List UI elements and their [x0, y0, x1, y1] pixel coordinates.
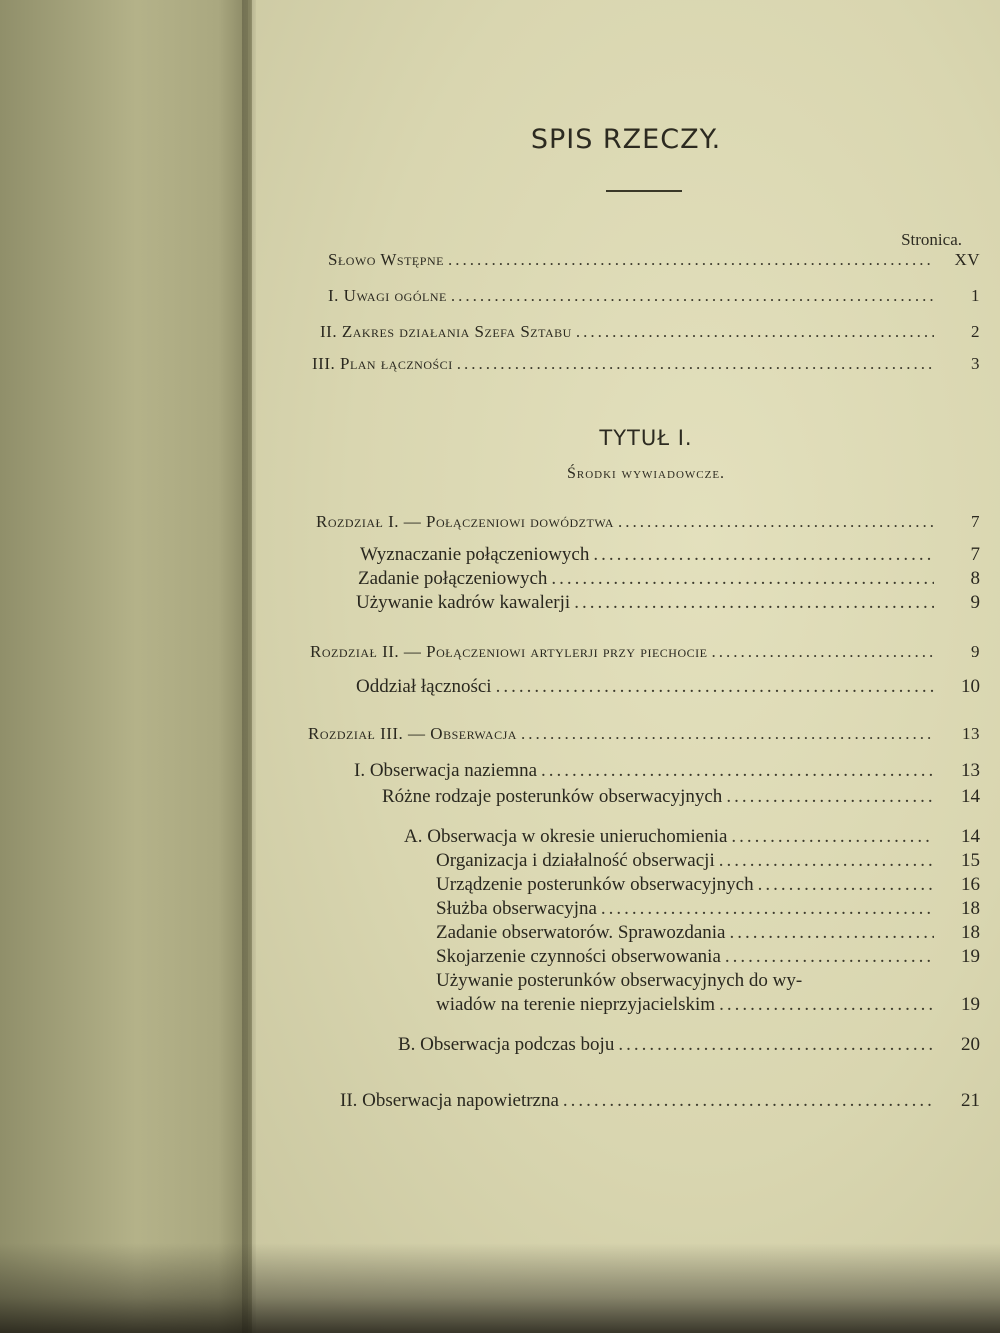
- toc-entry: [356, 676, 980, 698]
- dot-leader: [448, 250, 934, 270]
- dot-leader: [457, 354, 934, 374]
- dot-leader: [618, 512, 934, 532]
- toc-entry-chapter-3: [308, 724, 980, 744]
- toc-entry-label: I. Uwagi ogólne: [328, 286, 447, 305]
- toc-entry-page: 13: [961, 760, 980, 781]
- book-gutter: [242, 0, 256, 1333]
- toc-entry-page: 10: [961, 676, 980, 697]
- toc-entry: [358, 568, 980, 590]
- toc-entry-label: Wyznaczanie połączeniowych: [360, 544, 590, 565]
- dot-leader: [758, 874, 934, 896]
- toc-entry-page: 2: [971, 322, 980, 341]
- toc-entry: [436, 970, 940, 992]
- toc-entry-page: 20: [961, 1034, 980, 1055]
- bottom-shadow: [0, 1243, 1000, 1333]
- toc-entry-label: B. Obserwacja podczas boju: [398, 1034, 615, 1055]
- toc-entry-chapter-1: [316, 512, 980, 532]
- dot-leader: [541, 760, 934, 782]
- toc-entry-label: A. Obserwacja w okresie unieruchomienia: [404, 826, 728, 847]
- dot-leader: [725, 946, 934, 968]
- toc-entry-page: 9: [971, 642, 980, 661]
- toc-entry: [398, 1034, 980, 1056]
- toc-entry: [340, 1090, 980, 1112]
- dot-leader: [731, 826, 934, 848]
- toc-entry-page: 8: [970, 568, 980, 589]
- toc-entry: [404, 826, 980, 848]
- toc-entry: [436, 994, 980, 1016]
- toc-entry: [356, 592, 980, 614]
- toc-entry-page: 14: [961, 826, 980, 847]
- toc-entry-label: Zadanie obserwatorów. Sprawozdania: [436, 922, 726, 943]
- toc-entry-label: Oddział łączności: [356, 676, 492, 697]
- toc-entry-label: Używanie posterunków obserwacyjnych do wy-: [436, 970, 803, 991]
- left-page: [0, 0, 248, 1333]
- toc-entry-page: 7: [971, 512, 980, 531]
- dot-leader: [576, 322, 934, 342]
- toc-entry-label: Organizacja i działalność obserwacji: [436, 850, 715, 871]
- part-subtitle: Środki wywiadowcze.: [566, 465, 726, 482]
- toc-entry-label: Rozdział II. — Połączeniowi artylerji przy piechocie: [310, 642, 708, 661]
- dot-leader: [711, 642, 934, 662]
- toc-entry-page: 15: [961, 850, 980, 871]
- toc-entry: [436, 946, 980, 968]
- toc-entry-label: Słowo Wstępne: [328, 250, 444, 269]
- toc-entry-label: Służba obserwacyjna: [436, 898, 597, 919]
- dot-leader: [719, 994, 934, 1016]
- page-title: SPIS RZECZY.: [530, 124, 722, 155]
- page-column-header: Stronica.: [901, 230, 962, 249]
- toc-entry-preface: [328, 250, 980, 270]
- part-title: TYTUŁ I.: [599, 426, 693, 450]
- toc-entry-label: II. Obserwacja napowietrzna: [340, 1090, 559, 1111]
- toc-entry-communication-plan: [312, 354, 980, 374]
- dot-leader: [451, 286, 934, 306]
- toc-entry-label: Skojarzenie czynności obserwowania: [436, 946, 721, 967]
- toc-entry-page: XV: [954, 250, 980, 269]
- toc-entry-chapter-2: [310, 642, 980, 662]
- toc-entry-general-remarks: [328, 286, 980, 306]
- toc-entry-page: 9: [970, 592, 980, 613]
- toc-entry-label: Rozdział I. — Połączeniowi dowództwa: [316, 512, 614, 531]
- toc-entry-page: 7: [970, 544, 980, 565]
- toc-entry-page: 13: [962, 724, 980, 743]
- toc-entry-label: Urządzenie posterunków obserwacyjnych: [436, 874, 754, 895]
- dot-leader: [496, 676, 934, 698]
- toc-entry: [436, 850, 980, 872]
- title-rule: [606, 190, 682, 192]
- dot-leader: [551, 568, 934, 590]
- toc-entry: [354, 760, 980, 782]
- toc-entry-page: 1: [971, 286, 980, 305]
- toc-entry-label: I. Obserwacja naziemna: [354, 760, 538, 781]
- dot-leader: [601, 898, 934, 920]
- toc-entry-label: Zadanie połączeniowych: [358, 568, 548, 589]
- toc-entry: [436, 922, 980, 944]
- toc-entry-label: III. Plan łączności: [312, 354, 453, 373]
- toc-entry-page: 21: [961, 1090, 980, 1111]
- toc-entry: [382, 786, 980, 808]
- toc-entry-label: Używanie kadrów kawalerji: [356, 592, 571, 613]
- right-page: [252, 0, 1000, 1333]
- toc-entry: [360, 544, 980, 566]
- dot-leader: [729, 922, 934, 944]
- toc-entry-page: 14: [961, 786, 980, 807]
- toc-entry-page: 18: [961, 898, 980, 919]
- toc-entry-label: Różne rodzaje posterunków obserwacyjnych: [382, 786, 723, 807]
- dot-leader: [618, 1034, 934, 1056]
- toc-entry-label: Rozdział III. — Obserwacja: [308, 724, 517, 743]
- toc-entry-label: II. Zakres działania Szefa Sztabu: [320, 322, 572, 341]
- dot-leader: [574, 592, 934, 614]
- toc-entry-page: 18: [961, 922, 980, 943]
- toc-entry-page: 19: [961, 994, 980, 1015]
- toc-entry-label: wiadów na terenie nieprzyjacielskim: [436, 994, 716, 1015]
- dot-leader: [719, 850, 934, 872]
- toc-entry-page: 3: [971, 354, 980, 373]
- dot-leader: [521, 724, 934, 744]
- toc-entry: [436, 874, 980, 896]
- dot-leader: [593, 544, 934, 566]
- dot-leader: [563, 1090, 934, 1112]
- toc-entry-chief-of-staff: [320, 322, 980, 342]
- toc-entry: [436, 898, 980, 920]
- toc-entry-page: 16: [961, 874, 980, 895]
- dot-leader: [726, 786, 934, 808]
- toc-entry-page: 19: [961, 946, 980, 967]
